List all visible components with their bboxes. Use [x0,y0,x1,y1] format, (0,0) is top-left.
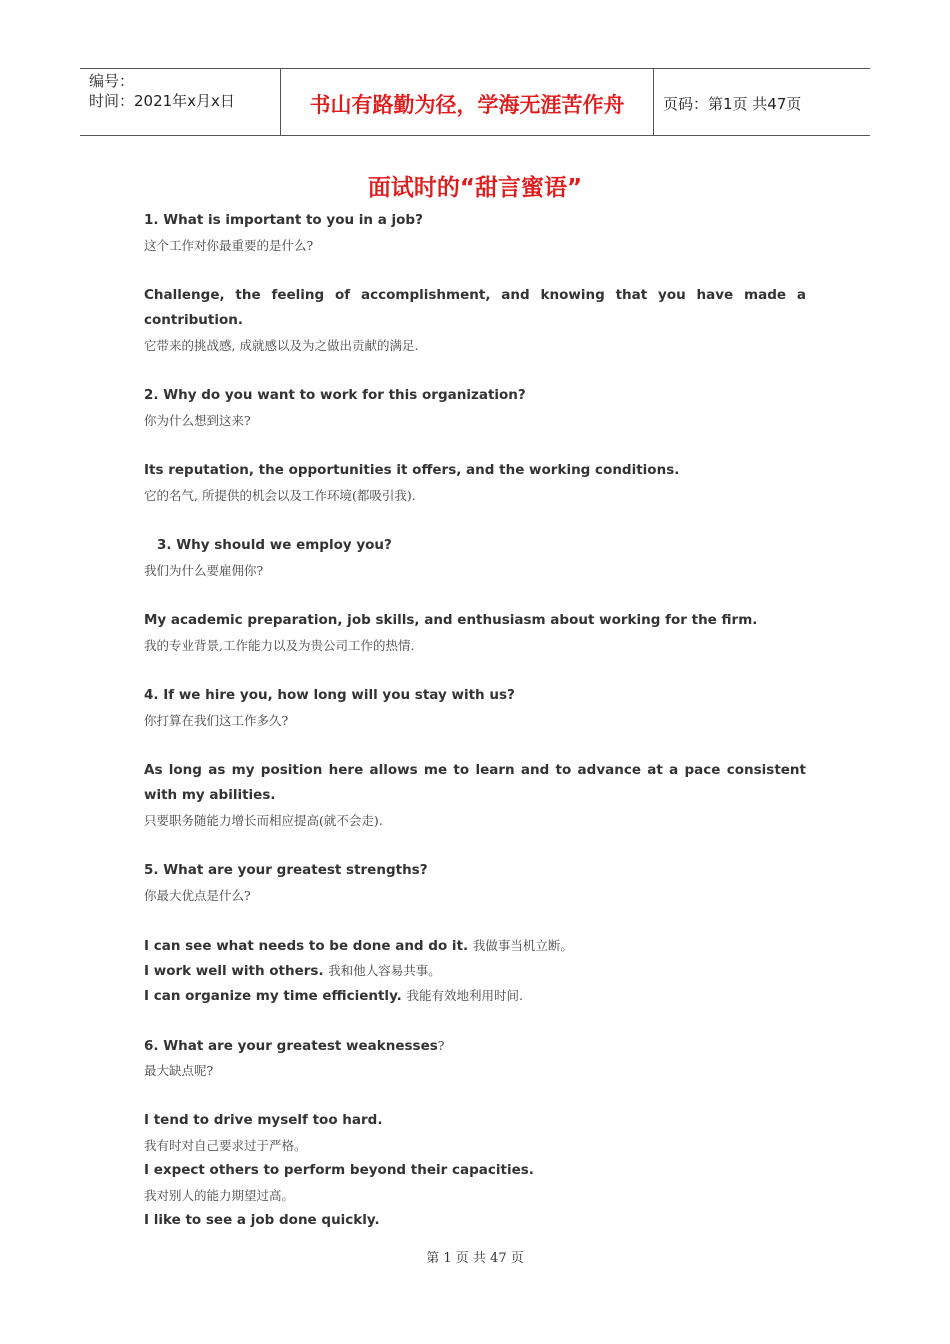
answer-6-item-1-translation: 我有时对自己要求过于严格。 [144,1138,307,1153]
answer-2-translation: 它的名气, 所提供的机会以及工作环境(都吸引我). [144,488,416,503]
answer-5-item-3-translation: 我能有效地利用时间. [406,988,523,1003]
question-5-translation: 你最大优点是什么? [144,888,251,903]
question-6-translation: 最大缺点呢? [144,1063,214,1078]
answer-3-translation: 我的专业背景,工作能力以及为贵公司工作的热情. [144,638,415,653]
question-5: 5. What are your greatest strengths? [144,862,428,878]
answer-6-item-3: I like to see a job done quickly. [144,1212,380,1228]
question-6-mark: ? [437,1038,445,1053]
answer-5-item-2-translation: 我和他人容易共事。 [328,963,441,978]
question-1: 1. What is important to you in a job? [144,212,423,228]
answer-6-item-2: I expect others to perform beyond their capacities. [144,1162,534,1178]
answer-5-item-1 [144,933,806,958]
question-2: 2. Why do you want to work for this organization? [144,387,526,403]
document-number-label: 编号： [89,72,135,90]
answer-5-item-2-text: I work well with others. [144,963,324,979]
answer-1-line-1: Challenge, the feeling of accomplishment, and knowing that you have made a [144,287,806,303]
answer-4-line-1: As long as my position here allows me to learn and to advance at a pace consistent [144,762,806,778]
question-1-translation: 这个工作对你最重要的是什么? [144,238,314,253]
header-page-info: 页码：第1页 共47页 [663,94,802,113]
question-4-translation: 你打算在我们这工作多久? [144,713,289,728]
answer-5-item-2 [144,958,806,983]
header-motto: 书山有路勤为径，学海无涯苦作舟 [281,69,654,135]
answer-3: My academic preparation, job skills, and enthusiasm about working for the firm. [144,612,758,628]
answer-4-line-2: with my abilities. [144,787,276,803]
page-footer: 第 1 页 共 47 页 [426,1251,524,1266]
document-title: 面试时的“甜言蜜语” [367,175,583,201]
answer-5-item-1-translation: 我做事当机立断。 [472,938,573,953]
answer-1-translation: 它带来的挑战感, 成就感以及为之做出贡献的满足. [144,338,419,353]
answer-2: Its reputation, the opportunities it offers, and the working conditions. [144,462,680,478]
question-6-text: 6. What are your greatest weaknesses [144,1038,438,1054]
question-6 [144,1033,806,1058]
question-2-translation: 你为什么想到这来? [144,413,251,428]
question-4: 4. If we hire you, how long will you stay with us? [144,687,515,703]
answer-5-item-3 [144,983,806,1008]
document-body [144,208,806,1233]
answer-5-item-3-text: I can organize my time efficiently. [144,988,402,1004]
answer-4-translation: 只要职务随能力增长而相应提高(就不会走). [144,813,383,828]
header-left-cell [80,69,281,135]
question-3-translation: 我们为什么要雇佣你? [144,563,264,578]
answer-1-line-2: contribution. [144,312,243,328]
page-header [80,68,870,136]
answer-5-item-1-text: I can see what needs to be done and do it. [144,938,469,954]
answer-6-item-2-translation: 我对别人的能力期望过高。 [144,1188,295,1203]
answer-6-item-1: I tend to drive myself too hard. [144,1112,383,1128]
document-time-label: 时间：2021年x月x日 [89,92,235,110]
question-3: 3. Why should we employ you? [157,537,392,553]
